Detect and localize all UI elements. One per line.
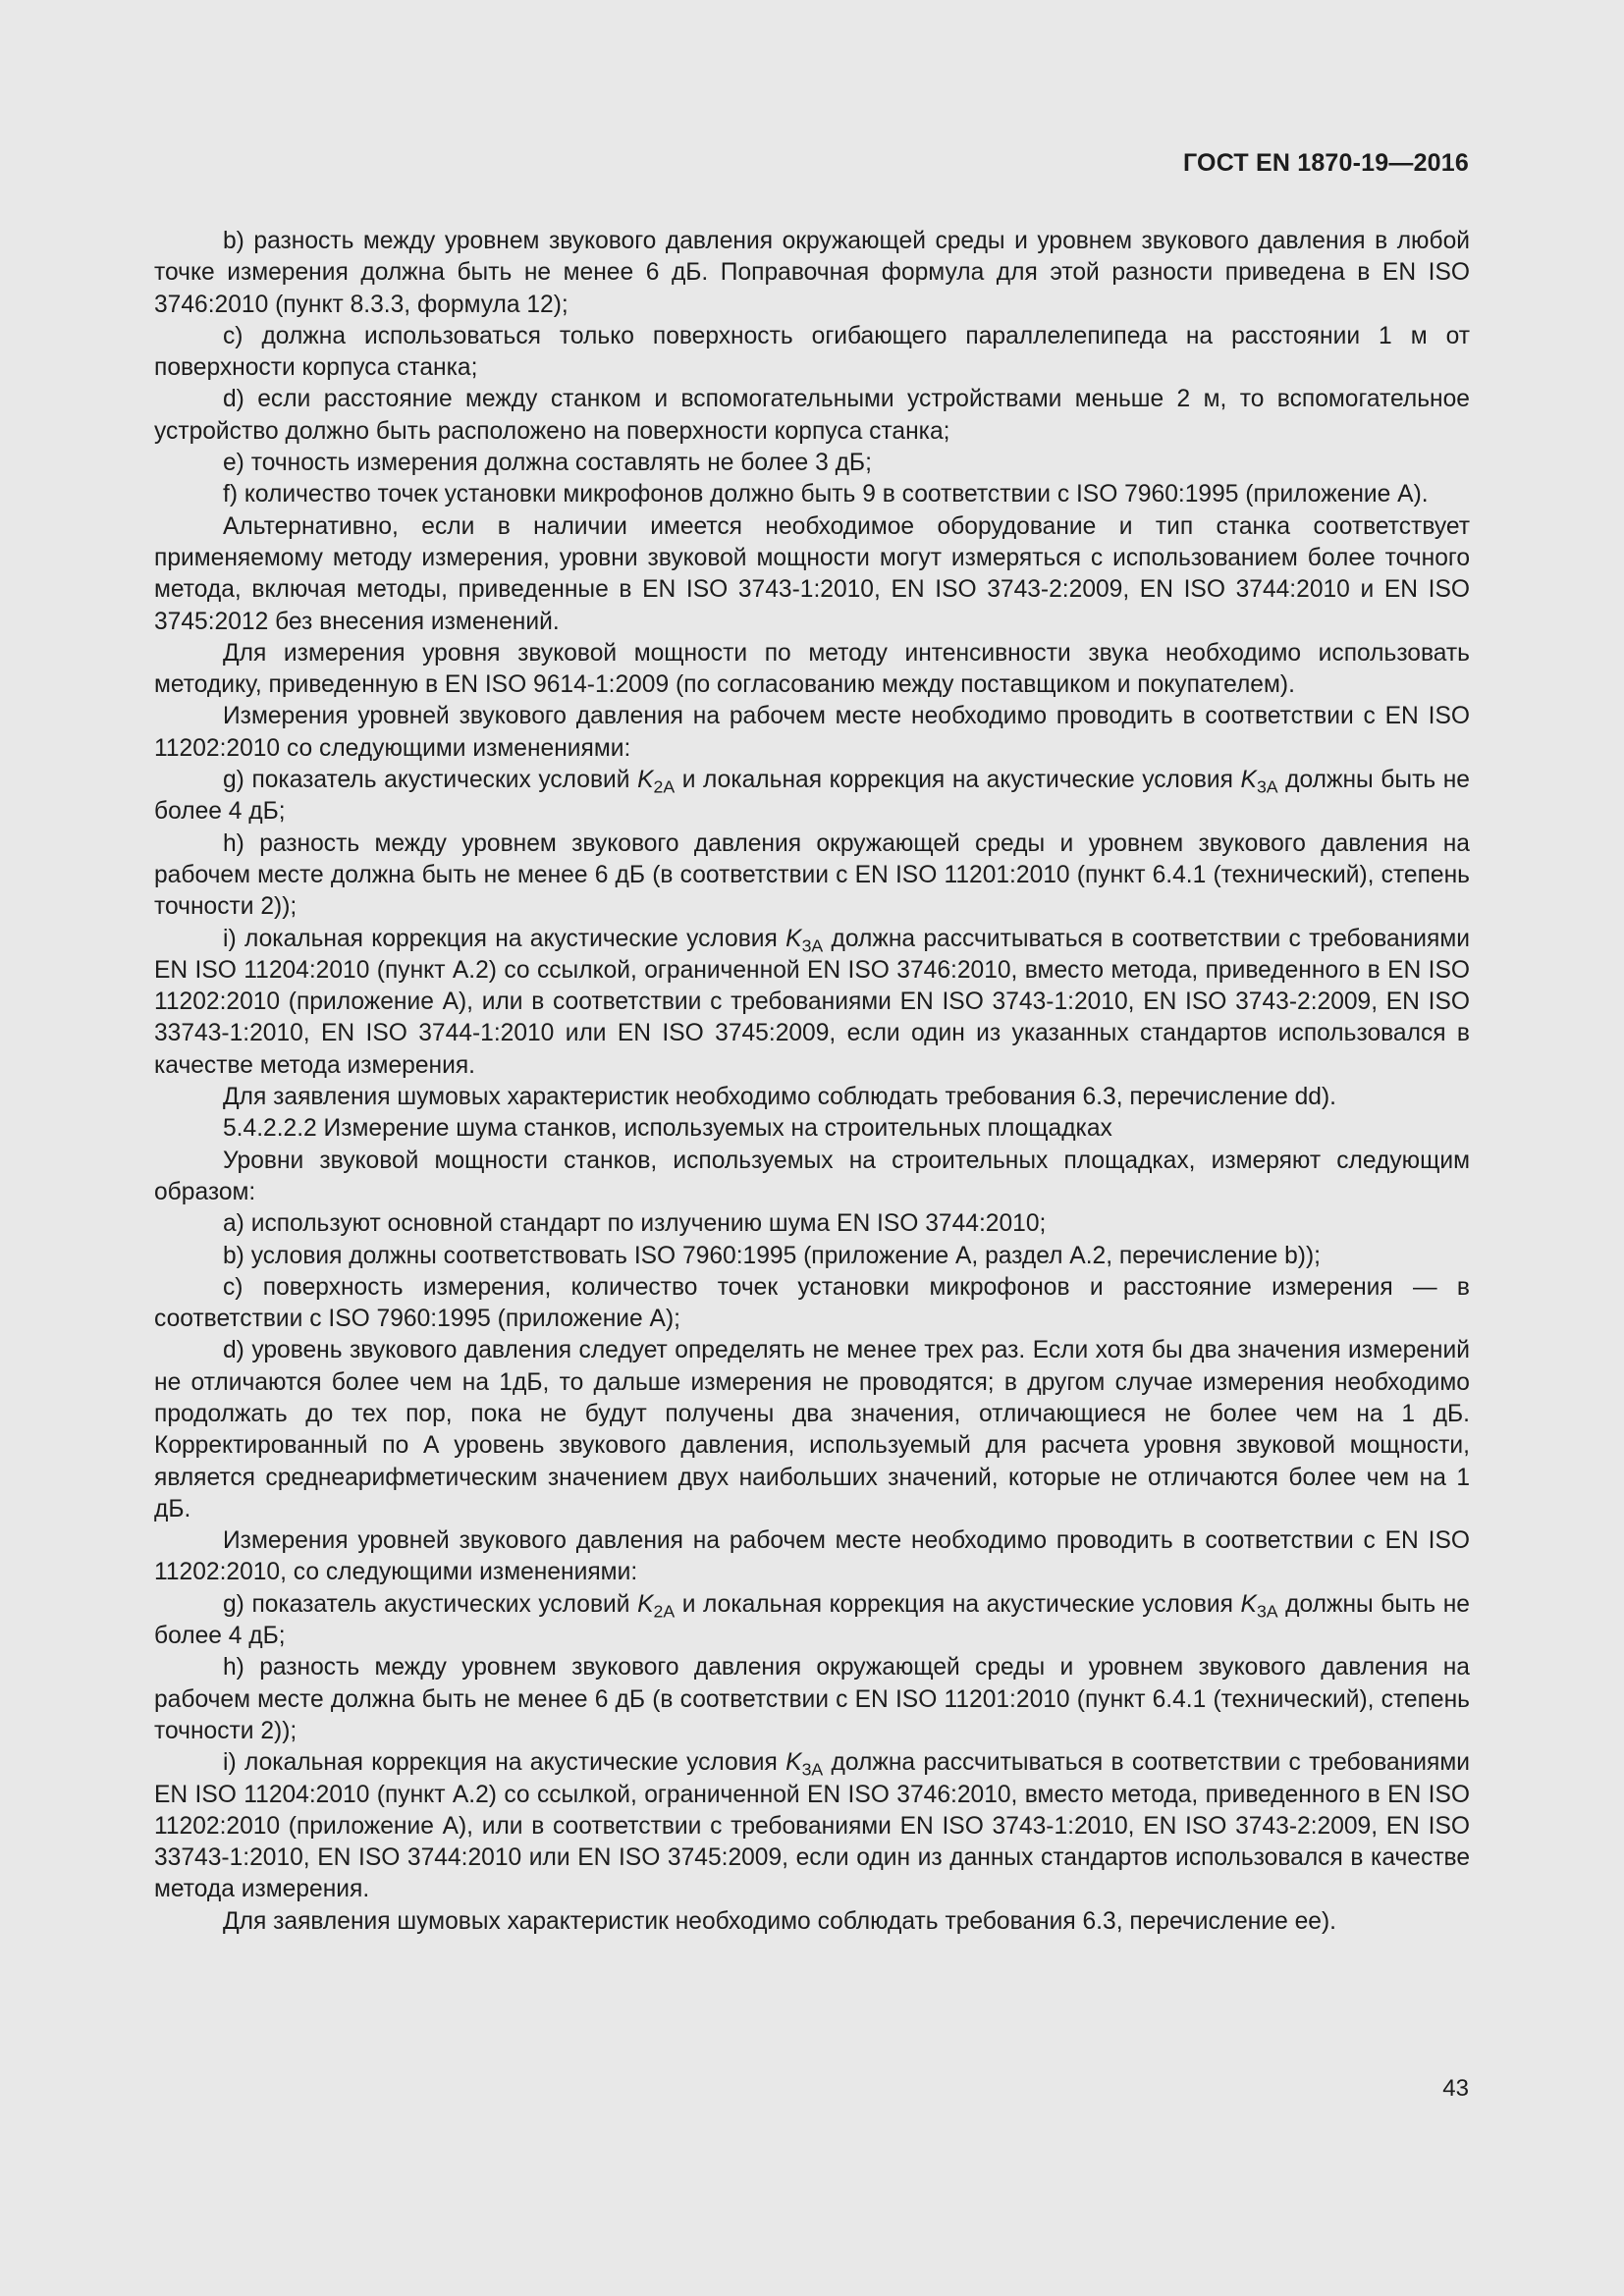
k3a-symbol: K [785,925,802,952]
k2a-symbol: K [637,767,654,794]
paragraph-f: f) количество точек установки микрофонов должно быть 9 в соответствии с ISO 7960:1995 (приложение А). [223,481,1429,508]
paragraph-workplace-2: Измерения уровней звукового давления на рабочем месте необходимо проводить в соответствии с EN ISO 11202:2010, со следующими изменениями: [154,1527,1470,1586]
k2a-subscript: 2A [653,1601,676,1622]
paragraph-construction: Уровни звуковой мощности станков, используемых на строительных площадках, измеряют следующим образом: [154,1147,1470,1205]
paragraph-d-2: d) уровень звукового давления следует определять не менее трех раз. Если хотя бы два значения измерений не отличаются более чем на 1дБ, то дальше измерения не проводятся; в другом случае измерения необходимо продолжать до тех пор, пока не будут получены два значения, отличающиеся не более чем на 1 дБ. Корректированный по А уровень звукового давления, используемый для расчета уровня звуковой мощности, является среднеарифметическим значением двух наибольших значений, которые не отличаются более чем на 1 дБ. [154,1337,1470,1522]
paragraph-i-1: i) локальная коррекция на акустические условия $K_{3A}$ должна рассчитываться в соответствии с требованиями EN ISO 11204:2010 (пункт А.2) со ссылкой, ограниченной EN ISO 3746:2010, вместо метода, приведенного в EN ISO 11202:2010 (приложение А), или в соответствии с требованиями EN ISO 3743-1:2010, EN ISO 3743-2:2009, EN ISO 33743-1:2010, EN ISO 3744-1:2010 или EN ISO 3745:2009, если один из указанных стандартов использовался в качестве метода измерения. [154,925,1470,1079]
k3a-symbol: K [1240,767,1257,794]
k3a-subscript: 3A [1256,776,1278,797]
paragraph-i-2: i) локальная коррекция на акустические условия $K_{3A}$ должна рассчитываться в соответствии с требованиями EN ISO 11204:2010 (пункт А.2) со ссылкой, ограниченной EN ISO 3746:2010, вместо метода, приведенного в EN ISO 11202:2010 (приложение А), или в соответствии с требованиями EN ISO 3743-1:2010, EN ISO 3743-2:2009, EN ISO 33743-1:2010, EN ISO 3744:2010 или EN ISO 3745:2009, если один из данных стандартов использовался в качестве метода измерения. [154,1749,1470,1903]
paragraph-e: e) точность измерения должна составлять не более 3 дБ; [223,450,872,477]
paragraph-b: b) разность между уровнем звукового давления окружающей среды и уровнем звукового давления в любой точке измерения должна быть не менее 6 дБ. Поправочная формула для этой разности приведена в EN ISO 3746:2010 (пункт 8.3.3, формула 12); [154,228,1470,318]
paragraph-b-2: b) условия должны соответствовать ISO 7960:1995 (приложение А, раздел А.2, перечисление b)); [223,1242,1322,1269]
section-heading: 5.4.2.2.2 Измерение шума станков, используемых на строительных площадках [223,1115,1112,1143]
paragraph-declaration-2: Для заявления шумовых характеристик необходимо соблюдать требования 6.3, перечисление ee). [223,1907,1336,1935]
paragraph-g-1: g) показатель акустических условий $K_{2A}$ и локальная коррекция на акустические условия $K_{3A}$ должны быть не более 4 дБ; [154,767,1470,826]
paragraph-declaration-1: Для заявления шумовых характеристик необходимо соблюдать требования 6.3, перечисление dd). [223,1084,1336,1111]
document-body [154,226,1470,1938]
paragraph-alternative: Альтернативно, если в наличии имеется необходимое оборудование и тип станка соответствует применяемому методу измерения, уровни звуковой мощности могут измеряться с использованием более точного метода, включая методы, приведенные в EN ISO 3743-1:2010, EN ISO 3743-2:2009, EN ISO 3744:2010 и EN ISO 3745:2012 без внесения изменений. [154,512,1470,635]
paragraph-h-1: h) разность между уровнем звукового давления окружающей среды и уровнем звукового давления на рабочем месте должна быть не менее 6 дБ (в соответствии с EN ISO 11201:2010 (пункт 6.4.1 (технический), степень точности 2)); [154,829,1470,921]
paragraph-a: a) используют основной стандарт по излучению шума EN ISO 3744:2010; [223,1210,1047,1238]
k2a-symbol: K [637,1590,654,1618]
paragraph-workplace-1: Измерения уровней звукового давления на рабочем месте необходимо проводить в соответствии с EN ISO 11202:2010 со следующими изменениями: [154,703,1470,762]
k3a-subscript: 3A [1256,1601,1278,1622]
paragraph-h-2: h) разность между уровнем звукового давления окружающей среды и уровнем звукового давления на рабочем месте должна быть не менее 6 дБ (в соответствии с EN ISO 11201:2010 (пункт 6.4.1 (технический), степень точности 2)); [154,1654,1470,1744]
k3a-symbol: K [785,1749,802,1777]
document-header: ГОСТ EN 1870-19—2016 [1183,149,1469,177]
paragraph-intensity: Для измерения уровня звуковой мощности по методу интенсивности звука необходимо использовать методику, приведенную в EN ISO 9614-1:2009 (по согласованию между поставщиком и покупателем). [154,639,1470,699]
paragraph-c: c) должна использоваться только поверхность огибающего параллелепипеда на расстоянии 1 м от поверхности корпуса станка; [154,322,1470,382]
paragraph-d: d) если расстояние между станком и вспомогательными устройствами меньше 2 м, то вспомогательное устройство должно быть расположено на поверхности корпуса станка; [154,386,1470,445]
k3a-subscript: 3A [801,934,824,955]
k3a-symbol: K [1240,1590,1257,1618]
k2a-subscript: 2A [653,776,676,797]
k3a-subscript: 3A [801,1759,824,1780]
paragraph-c-2: c) поверхность измерения, количество точек установки микрофонов и расстояние измерения — в соответствии с ISO 7960:1995 (приложение А); [154,1273,1470,1333]
paragraph-g-2: g) показатель акустических условий $K_{2A}$ и локальная коррекция на акустические условия $K_{3A}$ должны быть не более 4 дБ; [154,1590,1470,1650]
page-number: 43 [1442,2075,1469,2102]
